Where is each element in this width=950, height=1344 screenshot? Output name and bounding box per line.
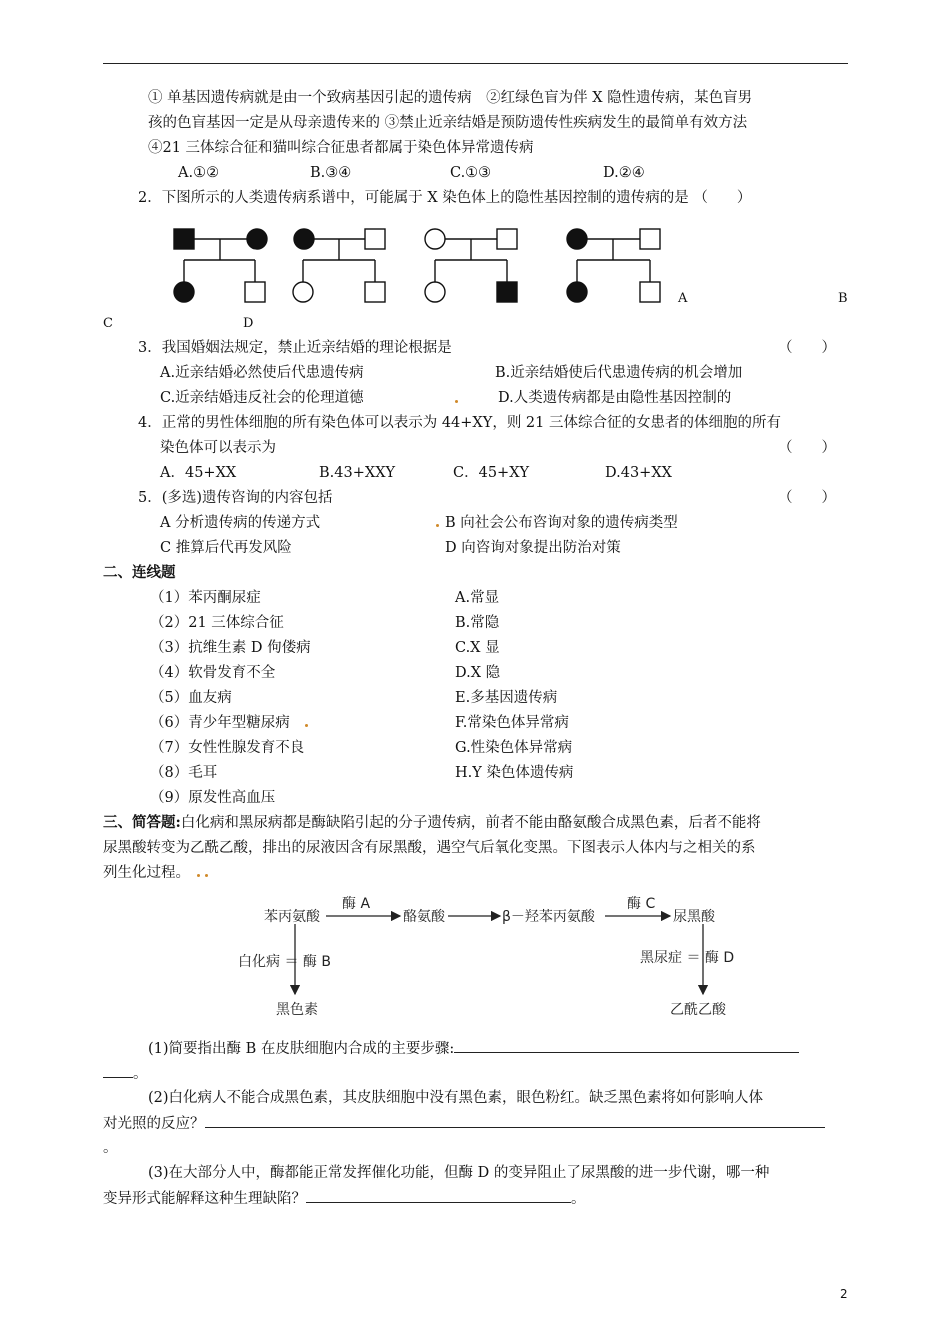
q4-bracket: （ ）	[778, 440, 836, 456]
match-left-item: （7）女性性腺发育不良	[150, 740, 305, 756]
q1-statement-line1: ① 单基因遗传病就是由一个致病基因引起的遗传病 ②红绿色盲为伴 X 隐性遗传病，某色盲男	[148, 90, 753, 106]
pedigree-label-d: D	[243, 316, 254, 331]
affected-female-symbol	[567, 229, 587, 249]
affected-female-symbol	[294, 229, 314, 249]
scan-artifact-dot	[305, 724, 308, 727]
metabolic-pathway-diagram	[230, 890, 750, 1020]
affected-female-symbol	[247, 229, 267, 249]
section2-heading: 二、连线题	[103, 564, 176, 581]
match-left-item: （4）软骨发育不全	[150, 665, 276, 681]
normal-male-symbol	[497, 229, 517, 249]
scan-artifact-dot	[197, 874, 200, 877]
sq2-text: 对光照的反应？	[103, 1116, 205, 1132]
header-rule	[103, 63, 848, 64]
section3-intro-line1	[103, 813, 761, 833]
normal-female-symbol	[425, 282, 445, 302]
sq3-text: 变异形式能解释这种生理缺陷？	[103, 1191, 306, 1207]
sq1-answer-blank-cont[interactable]	[103, 1063, 133, 1078]
match-left-item: （8）毛耳	[150, 765, 218, 781]
q3-option-a: A.近亲结婚必然使后代患遗传病	[160, 365, 364, 381]
sq3-answer-blank[interactable]	[306, 1188, 571, 1203]
scan-artifact-dot	[205, 874, 208, 877]
q4-stem-line2: 染色体可以表示为	[160, 440, 276, 456]
pedigree-c	[425, 229, 517, 302]
normal-male-symbol	[245, 282, 265, 302]
q4-option-b: B.43+XXY	[319, 465, 396, 481]
albinism-enzyme-b-label: 白化病 ＝ 酶 B	[238, 954, 331, 970]
sq1-line	[148, 1038, 799, 1059]
alkaptonuria-enzyme-d-label: 黑尿症 ＝ 酶 D	[640, 950, 735, 966]
match-right-item: D.X 隐	[455, 665, 501, 681]
match-left-item: （6）青少年型糖尿病	[150, 715, 290, 731]
match-right-item: F.常染色体异常病	[455, 715, 569, 731]
match-right-item: H.Y 染色体遗传病	[455, 765, 574, 781]
q4-option-c: C．45+XY	[453, 465, 530, 481]
acetoacetate-label: 乙酰乙酸	[670, 1002, 726, 1018]
normal-male-symbol	[640, 282, 660, 302]
q2-stem: 2．下图所示的人类遗传病系谱中，可能属于 X 染色体上的隐性基因控制的遗传病的是 （ ）	[138, 190, 752, 206]
match-right-item: B.常隐	[455, 615, 500, 631]
q4-stem-line1: 4．正常的男性体细胞的所有染色体可以表示为 44+XY，则 21 三体综合征的女患者的体细胞的所有	[138, 415, 781, 431]
affected-male-symbol	[174, 229, 194, 249]
hydroxyphenyl-label: β－羟苯丙氨酸	[502, 909, 595, 925]
sq1-answer-blank[interactable]	[454, 1038, 799, 1053]
q4-option-d: D.43+XX	[605, 465, 672, 481]
q5-option-d: D 向咨询对象提出防治对策	[445, 540, 621, 556]
match-right-item: A.常显	[455, 590, 500, 606]
q1-option-a: A.①②	[178, 165, 220, 181]
scan-artifact-dot	[436, 524, 439, 527]
sq2-line2	[103, 1113, 825, 1134]
q1-option-d: D.②④	[603, 165, 645, 181]
q5-bracket: （ ）	[778, 490, 836, 506]
sq2-period: 。	[103, 1140, 118, 1156]
q5-stem: 5．(多选)遗传咨询的内容包括	[138, 490, 333, 506]
sq1-text: (1)简要指出酶 B 在皮肤细胞内合成的主要步骤:	[148, 1041, 455, 1057]
sq1-continuation	[103, 1063, 148, 1084]
pedigree-label-a: A	[678, 291, 688, 306]
section3-intro-line2: 尿黑酸转变为乙酰乙酸，排出的尿液因含有尿黑酸，遇空气后氧化变黑。下图表示人体内与之相关的系	[103, 840, 756, 856]
normal-female-symbol	[425, 229, 445, 249]
section3-intro-line3: 列生化过程。	[103, 865, 190, 881]
sq2-answer-blank[interactable]	[205, 1113, 825, 1128]
q3-bracket: （ ）	[778, 340, 836, 356]
q1-option-c: C.①③	[450, 165, 492, 181]
match-right-item: E.多基因遗传病	[455, 690, 558, 706]
section3-intro-text: 白化病和黑尿病都是酶缺陷引起的分子遗传病，前者不能由酪氨酸合成黑色素，后者不能将	[180, 815, 761, 831]
affected-female-symbol	[567, 282, 587, 302]
match-left-item: （1）苯丙酮尿症	[150, 590, 261, 606]
affected-male-symbol	[497, 282, 517, 302]
normal-male-symbol	[365, 282, 385, 302]
melanin-label: 黑色素	[276, 1002, 318, 1018]
sq3-line1: (3)在大部分人中，酶都能正常发挥催化功能，但酶 D 的变异阻止了尿黑酸的进一步代谢，哪一种	[148, 1165, 770, 1181]
phenylalanine-label: 苯丙氨酸	[264, 909, 320, 925]
q1-statement-line2: 孩的色盲基因一定是从母亲遗传来的 ③禁止近亲结婚是预防遗传性疾病发生的最简单有效方法	[148, 115, 748, 131]
match-left-item: （3）抗维生素 D 佝偻病	[150, 640, 311, 656]
match-right-item: G.性染色体异常病	[455, 740, 573, 756]
page-number: 2	[840, 1287, 848, 1301]
q3-option-c: C.近亲结婚违反社会的伦理道德	[160, 390, 364, 406]
pedigree-d	[567, 229, 660, 302]
scan-artifact-dot	[455, 400, 458, 403]
pedigree-charts	[165, 222, 688, 312]
sq1-period: 。	[133, 1066, 148, 1082]
q3-option-d: D.人类遗传病都是由隐性基因控制的	[498, 390, 732, 406]
section3-heading: 三、简答题:	[103, 814, 181, 831]
match-left-item: （9）原发性高血压	[150, 790, 276, 806]
match-left-item: （5）血友病	[150, 690, 232, 706]
sq3-period: 。	[571, 1191, 586, 1207]
pedigree-b	[293, 229, 385, 302]
normal-male-symbol	[640, 229, 660, 249]
q3-stem: 3．我国婚姻法规定，禁止近亲结婚的理论根据是	[138, 340, 452, 356]
sq2-line1: (2)白化病人不能合成黑色素，其皮肤细胞中没有黑色素，眼色粉红。缺乏黑色素将如何影响人体	[148, 1090, 764, 1106]
q4-option-a: A．45+XX	[160, 465, 237, 481]
normal-female-symbol	[293, 282, 313, 302]
q1-statement-line3: ④21 三体综合征和猫叫综合征患者都属于染色体异常遗传病	[148, 140, 534, 156]
pedigree-a	[174, 229, 267, 302]
q1-option-b: B.③④	[310, 165, 352, 181]
q5-option-a: A 分析遗传病的传递方式	[160, 515, 321, 531]
q3-option-b: B.近亲结婚使后代患遗传病的机会增加	[495, 365, 743, 381]
match-right-item: C.X 显	[455, 640, 500, 656]
enzyme-a-label: 酶 A	[342, 896, 371, 912]
enzyme-c-label: 酶 C	[627, 896, 656, 912]
sq3-line2	[103, 1188, 586, 1209]
homogentisic-acid-label: 尿黑酸	[673, 909, 715, 925]
normal-male-symbol	[365, 229, 385, 249]
pedigree-label-b: B	[838, 291, 848, 306]
q5-option-c: C 推算后代再发风险	[160, 540, 292, 556]
pedigree-label-c: C	[103, 316, 113, 331]
tyrosine-label: 酪氨酸	[403, 909, 445, 925]
match-left-item: （2）21 三体综合征	[150, 615, 284, 631]
affected-female-symbol	[174, 282, 194, 302]
q5-option-b: B 向社会公布咨询对象的遗传病类型	[445, 515, 678, 531]
